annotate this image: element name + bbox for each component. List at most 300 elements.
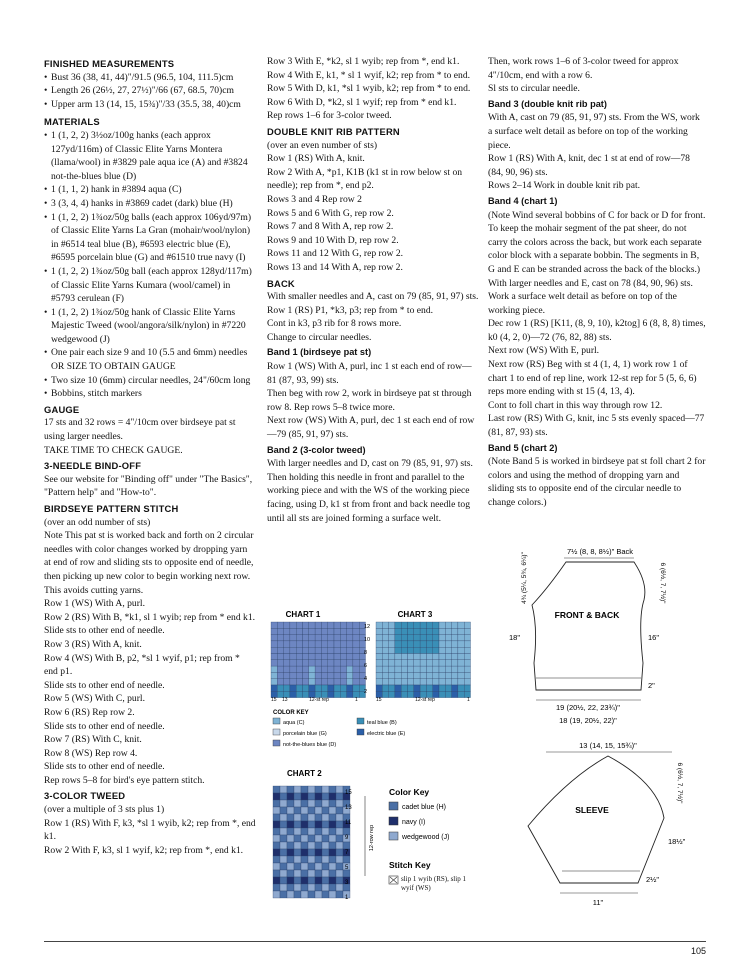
chart-cell	[334, 666, 340, 672]
chart-cell	[277, 679, 283, 685]
armhole-label: 4¾ (5¼, 5¾, 6¼)"	[521, 552, 528, 604]
chart-cell	[280, 793, 287, 800]
chart-cell	[296, 654, 302, 660]
chart-cell	[420, 635, 426, 641]
chart-cell	[433, 654, 439, 660]
chart-cell	[315, 835, 322, 842]
chart-cell	[287, 786, 294, 793]
chart-cell	[315, 884, 322, 891]
row-number: 3	[345, 880, 349, 886]
chart-cell	[315, 622, 321, 628]
chart-cell	[273, 835, 280, 842]
row-number: 11	[345, 820, 352, 826]
chart-cell	[426, 622, 432, 628]
chart-cell	[445, 660, 451, 666]
chart-cell	[296, 660, 302, 666]
list-item: • Length 26 (26½, 27, 27½)"/66 (67, 68.5, 70)cm	[44, 84, 256, 98]
chart-cell	[315, 666, 321, 672]
chart-cell	[315, 660, 321, 666]
key-label: teal blue (B)	[367, 720, 397, 726]
chart-cell	[433, 635, 439, 641]
chart-cell	[340, 654, 346, 660]
swatch	[273, 718, 280, 724]
chart-cell	[408, 654, 414, 660]
chart-cell	[329, 856, 336, 863]
list-item: • 1 (1, 2, 2) 3½oz/100g hanks (each approx 127yd/116m) of Classic Elite Yarns Montera (llama/wool) in #3829 pale aqua ice (A) and #3824 not-the-blues blue (D)	[44, 129, 256, 183]
chart-cell	[294, 884, 301, 891]
chart-cell	[308, 807, 315, 814]
chart-cell	[389, 628, 395, 634]
sleeve-bottom-label: 11"	[592, 898, 604, 907]
chart-cell	[334, 628, 340, 634]
chart-cell	[284, 628, 290, 634]
chart-cell	[382, 654, 388, 660]
chart-cell	[303, 641, 309, 647]
chart-cell	[294, 863, 301, 870]
text-line: Row 1 (RS) With A, knit, dec 1 st at end of row—78 (84, 90, 96) sts.	[488, 153, 690, 178]
list-item: • Upper arm 13 (14, 15, 15¾)"/33 (35.5, 38, 40)cm	[44, 98, 256, 112]
chart-cell	[328, 685, 334, 691]
chart-cell	[334, 622, 340, 628]
chart-cell	[420, 622, 426, 628]
chart-cell	[376, 685, 382, 691]
chart-cell	[445, 647, 451, 653]
chart-cell	[395, 635, 401, 641]
chart-cell	[296, 672, 302, 678]
chart-cell	[414, 641, 420, 647]
chart-cell	[420, 647, 426, 653]
tweed-heading: 3-COLOR TWEED	[44, 790, 126, 802]
swatch	[389, 817, 398, 825]
chart-cell	[408, 641, 414, 647]
chart-cell	[439, 660, 445, 666]
chart-cell	[336, 793, 343, 800]
chart-cell	[439, 635, 445, 641]
chart-cell	[309, 666, 315, 672]
stitch-key-label: slip 1 wyib (RS), slip 1 wyif (WS)	[401, 875, 466, 892]
chart-cell	[458, 685, 464, 691]
chart-cell	[271, 672, 277, 678]
swatch	[389, 832, 398, 840]
chart-cell	[271, 679, 277, 685]
chart-cell	[376, 660, 382, 666]
chart-cell	[308, 849, 315, 856]
band5-heading: Band 5 (chart 2)	[488, 442, 558, 453]
chart-cell	[273, 821, 280, 828]
band4-heading: Band 4 (chart 1)	[488, 195, 558, 206]
chart-cell	[426, 666, 432, 672]
chart-cell	[458, 679, 464, 685]
text-line: Cont in k3, p3 rib for 8 rows more.	[267, 318, 402, 330]
chart-cell	[321, 647, 327, 653]
chart-cell	[294, 891, 301, 898]
chart-cell	[301, 877, 308, 884]
row-number: 8	[364, 650, 368, 656]
chart-cell	[329, 814, 336, 821]
sleeve-right-top-label: 6 (6½, 7, 7½)"	[676, 762, 683, 804]
chart-cell	[382, 666, 388, 672]
chart-cell	[426, 672, 432, 678]
chart-cell	[329, 786, 336, 793]
chart-cell	[296, 685, 302, 691]
chart-cell	[464, 685, 470, 691]
chart-cell	[382, 685, 388, 691]
chart-cell	[277, 641, 283, 647]
chart-cell	[382, 691, 388, 697]
chart-cell	[389, 641, 395, 647]
chart-cell	[321, 641, 327, 647]
chart-cell	[321, 628, 327, 634]
chart-cell	[290, 647, 296, 653]
chart-cell	[280, 849, 287, 856]
chart-cell	[301, 891, 308, 898]
chart-cell	[308, 800, 315, 807]
text-line: With smaller needles and A, cast on 79 (85, 91, 97) sts.	[267, 291, 479, 303]
text-line: Slide sts to other end of needle.	[44, 679, 165, 691]
chart-cell	[280, 891, 287, 898]
chart-cell	[426, 647, 432, 653]
chart-cell	[277, 635, 283, 641]
row-number: 4	[364, 676, 368, 682]
chart-cell	[439, 647, 445, 653]
chart-cell	[308, 821, 315, 828]
chart2-title: CHART 2	[287, 769, 322, 778]
chart-cell	[353, 654, 359, 660]
chart-cell	[343, 870, 350, 877]
chart-cell	[303, 672, 309, 678]
chart-cell	[290, 666, 296, 672]
text-line: Next row (WS) With A, purl, dec 1 st each end of row—79 (85, 91, 97) sts.	[267, 415, 475, 441]
chart-cell	[329, 807, 336, 814]
chart-cell	[273, 863, 280, 870]
chart-cell	[382, 672, 388, 678]
materials-list	[44, 129, 256, 401]
chart-cell	[287, 842, 294, 849]
chart-cell	[452, 647, 458, 653]
chart-cell	[294, 842, 301, 849]
chart-cell	[439, 654, 445, 660]
chart-cell	[329, 877, 336, 884]
text-line: Row 2 (RS) With B, *k1, sl 1 wyib; rep from * end k1.	[44, 611, 256, 623]
column-2	[267, 55, 479, 525]
chart-cell	[308, 842, 315, 849]
key-label: navy (I)	[402, 819, 426, 826]
stitch-number: 15	[271, 697, 277, 703]
chart-cell	[309, 628, 315, 634]
chart-cell	[287, 849, 294, 856]
chart-cell	[439, 628, 445, 634]
text-line: Last row (RS) With G, knit, inc 5 sts evenly spaced—77 (81, 87, 93) sts.	[488, 413, 705, 439]
chart-cell	[303, 628, 309, 634]
text-line: Rows 2–14 Work in double knit rib pat.	[488, 180, 641, 192]
chart-cell	[439, 641, 445, 647]
chart-cell	[321, 679, 327, 685]
list-item: • One pair each size 9 and 10 (5.5 and 6mm) needles OR SIZE TO OBTAIN GAUGE	[44, 346, 256, 373]
back-heading: BACK	[267, 277, 295, 289]
chart-cell	[294, 856, 301, 863]
stitch-number: 15	[376, 697, 382, 703]
chart-cell	[401, 672, 407, 678]
chart-cell	[277, 672, 283, 678]
chart-cell	[328, 635, 334, 641]
chart-cell	[389, 672, 395, 678]
chart-cell	[347, 647, 353, 653]
chart-cell	[309, 635, 315, 641]
chart-cell	[321, 672, 327, 678]
chart-cell	[294, 814, 301, 821]
row-number: 7	[345, 850, 349, 856]
chart-cell	[296, 679, 302, 685]
text-line: Row 1 (RS) With A, knit.	[267, 153, 365, 165]
chart-cell	[452, 622, 458, 628]
charts-figure	[267, 606, 479, 916]
list-item: • Two size 10 (6mm) circular needles, 24"/60cm long	[44, 374, 256, 388]
birdseye-heading: BIRDSEYE PATTERN STITCH	[44, 503, 179, 514]
chart-cell	[353, 647, 359, 653]
chart-cell	[433, 666, 439, 672]
key-label: porcelain blue (G)	[283, 731, 327, 737]
chart-cell	[389, 635, 395, 641]
chart-cell	[452, 641, 458, 647]
text-line: Dec row 1 (RS) [K11, (8, 9, 10), k2tog] 6 (8, 8, 8) times, k0 (4, 2, 0)—72 (76, 82, 88) sts.	[488, 318, 706, 343]
chart-cell	[322, 821, 329, 828]
row-number: 2	[364, 689, 368, 695]
chart-cell	[287, 793, 294, 800]
chart-cell	[277, 660, 283, 666]
chart-cell	[284, 647, 290, 653]
chart-cell	[287, 828, 294, 835]
chart-cell	[321, 666, 327, 672]
chart-cell	[389, 679, 395, 685]
text-line: Rows 9 and 10 With D, rep row 2.	[267, 234, 399, 246]
text-line: Rows 13 and 14 With A, rep row 2.	[267, 261, 403, 273]
chart-cell	[277, 628, 283, 634]
chart-cell	[336, 842, 343, 849]
chart-cell	[273, 828, 280, 835]
sleeve-outline	[528, 756, 664, 883]
chart-cell	[376, 672, 382, 678]
chart-cell	[353, 679, 359, 685]
chart-cell	[389, 666, 395, 672]
rep-label: 12-row rep	[369, 824, 375, 852]
chart-cell	[439, 622, 445, 628]
chart-cell	[408, 660, 414, 666]
chart-cell	[420, 685, 426, 691]
chart-cell	[464, 628, 470, 634]
chart-cell	[280, 870, 287, 877]
chart-cell	[280, 821, 287, 828]
swatch	[273, 740, 280, 746]
row-number: 6	[364, 663, 368, 669]
chart-cell	[294, 828, 301, 835]
bindoff-text: See our website for "Binding off" under "The Basics", "Pattern help" and "How-to".	[44, 473, 253, 499]
chart-cell	[414, 635, 420, 641]
chart-cell	[290, 660, 296, 666]
swatch	[389, 802, 398, 810]
text-line: Slide sts to other end of needle.	[44, 720, 165, 732]
chart-cell	[287, 800, 294, 807]
chart-cell	[287, 814, 294, 821]
chart-cell	[315, 821, 322, 828]
chart-cell	[458, 641, 464, 647]
chart-cell	[294, 821, 301, 828]
chart-cell	[315, 856, 322, 863]
text-line: (over an even number of sts)	[267, 139, 378, 151]
chart-cell	[445, 672, 451, 678]
chart-cell	[284, 685, 290, 691]
chart-cell	[389, 685, 395, 691]
chart-cell	[328, 679, 334, 685]
chart-cell	[315, 807, 322, 814]
chart-cell	[439, 685, 445, 691]
chart-cell	[347, 666, 353, 672]
chart-cell	[294, 835, 301, 842]
text-line: Rep rows 1–6 for 3-color tweed.	[267, 110, 392, 122]
chart-cell	[290, 654, 296, 660]
chart-cell	[287, 807, 294, 814]
chart-cell	[347, 660, 353, 666]
chart-cell	[336, 891, 343, 898]
chart-cell	[336, 814, 343, 821]
chart-cell	[408, 622, 414, 628]
chart-cell	[280, 877, 287, 884]
chart-cell	[315, 635, 321, 641]
chart-cell	[420, 628, 426, 634]
chart-cell	[382, 660, 388, 666]
row-number: 10	[364, 637, 371, 643]
chart-cell	[303, 685, 309, 691]
chart-cell	[464, 660, 470, 666]
chart-cell	[452, 691, 458, 697]
chart-cell	[294, 793, 301, 800]
chart-cell	[271, 628, 277, 634]
chart-cell	[420, 679, 426, 685]
chart-cell	[452, 666, 458, 672]
text-line: Then beg with row 2, work in birdseye pat st through row 8. Rep rows 5–8 twice more.	[267, 388, 472, 413]
chart-cell	[301, 786, 308, 793]
chart-cell	[296, 628, 302, 634]
sleeve-right-label: 18½"	[668, 837, 686, 846]
band2-heading: Band 2 (3-color tweed)	[267, 444, 366, 455]
chart-cell	[458, 691, 464, 697]
chart-cell	[389, 647, 395, 653]
chart-cell	[426, 679, 432, 685]
chart-cell	[287, 863, 294, 870]
chart-cell	[315, 814, 322, 821]
chart-cell	[439, 691, 445, 697]
chart-cell	[382, 647, 388, 653]
chart-cell	[321, 622, 327, 628]
chart-cell	[433, 660, 439, 666]
chart-cell	[458, 666, 464, 672]
chart-cell	[321, 660, 327, 666]
chart-cell	[284, 660, 290, 666]
chart-cell	[271, 647, 277, 653]
chart-cell	[401, 641, 407, 647]
text-line: (over an odd number of sts)	[44, 516, 151, 528]
footer-rule	[44, 941, 706, 942]
chart-cell	[315, 891, 322, 898]
front-width-label: 19 (20½, 22, 23¾)"	[556, 703, 620, 712]
chart-cell	[340, 660, 346, 666]
chart-cell	[271, 666, 277, 672]
chart-cell	[280, 807, 287, 814]
chart-cell	[315, 628, 321, 634]
chart-cell	[309, 654, 315, 660]
swatch	[273, 729, 280, 735]
chart-cell	[445, 685, 451, 691]
key-label: cadet blue (H)	[402, 804, 446, 811]
chart-cell	[271, 654, 277, 660]
text-line: Row 3 With E, *k2, sl 1 wyib; rep from *, end k1.	[267, 56, 460, 67]
row-number: 9	[345, 835, 349, 841]
chart-cell	[277, 622, 283, 628]
chart-cell	[303, 635, 309, 641]
chart3-grid	[376, 622, 471, 698]
text-line: With larger needles and E, cast on 78 (84, 90, 96) sts. Work a surface welt detail as before on top of the working piece.	[488, 277, 693, 316]
chart-cell	[439, 672, 445, 678]
chart-cell	[322, 870, 329, 877]
stitch-key-title: Stitch Key	[389, 860, 431, 870]
chart-cell	[329, 793, 336, 800]
chart-cell	[426, 660, 432, 666]
sleeve-label: SLEEVE	[575, 805, 609, 815]
chart-cell	[308, 884, 315, 891]
text-line: Row 6 With D, *k2, sl 1 wyif; rep from * end k1.	[267, 96, 457, 108]
chart-cell	[280, 786, 287, 793]
chart-cell	[322, 793, 329, 800]
chart-cell	[301, 814, 308, 821]
chart-cell	[376, 641, 382, 647]
chart-cell	[336, 863, 343, 870]
chart-cell	[296, 635, 302, 641]
text-line: Rows 11 and 12 With G, rep row 2.	[267, 248, 404, 260]
chart-cell	[452, 654, 458, 660]
chart-cell	[395, 628, 401, 634]
text-line: Row 5 (WS) With C, purl.	[44, 693, 145, 705]
row-number: 15	[345, 790, 352, 796]
chart-cell	[408, 679, 414, 685]
chart-cell	[408, 647, 414, 653]
chart-cell	[322, 891, 329, 898]
chart-cell	[439, 679, 445, 685]
chart-cell	[464, 641, 470, 647]
chart-cell	[329, 821, 336, 828]
row-number: 5	[345, 865, 349, 871]
chart-cell	[343, 856, 350, 863]
chart-cell	[315, 828, 322, 835]
rib-heading: DOUBLE KNIT RIB PATTERN	[267, 125, 400, 137]
text-line: Rows 5 and 6 With G, rep row 2.	[267, 207, 394, 219]
chart-cell	[334, 635, 340, 641]
chart-cell	[353, 666, 359, 672]
chart-cell	[294, 870, 301, 877]
chart-cell	[445, 691, 451, 697]
sleeve-top-label: 13 (14, 15, 15¾)"	[579, 741, 637, 750]
chart-cell	[401, 666, 407, 672]
chart-cell	[452, 628, 458, 634]
chart-cell	[458, 660, 464, 666]
chart-cell	[273, 842, 280, 849]
finished-list	[44, 71, 256, 112]
chart-cell	[303, 679, 309, 685]
chart-cell	[284, 635, 290, 641]
chart-cell	[401, 660, 407, 666]
chart-cell	[395, 641, 401, 647]
chart-cell	[353, 622, 359, 628]
chart-cell	[287, 870, 294, 877]
chart-cell	[329, 842, 336, 849]
